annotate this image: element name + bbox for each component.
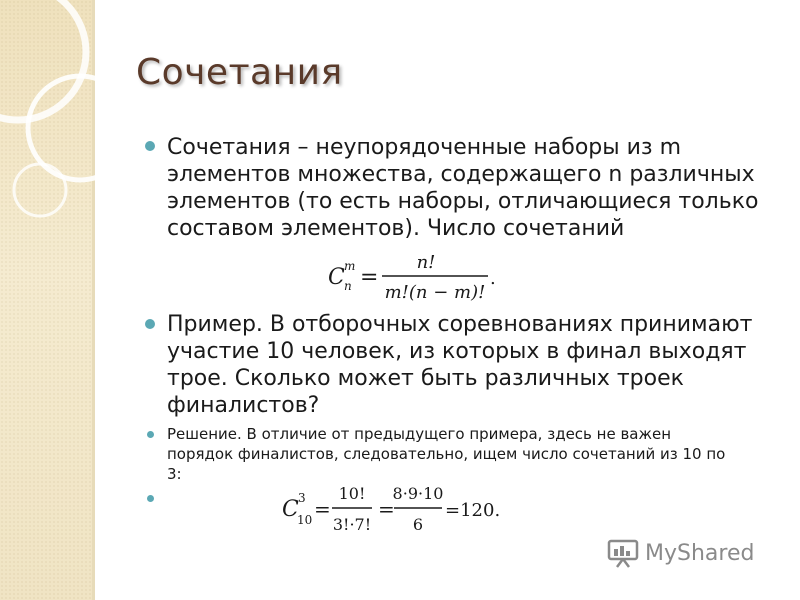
formula2-symbol-c: C (282, 497, 299, 522)
text-line: элементов множества, содержащего n различных (167, 162, 755, 187)
text-line: финалистов? (167, 393, 320, 418)
myshared-watermark (607, 538, 754, 568)
bullet-dot-3 (147, 431, 154, 438)
text-line: участие 10 человек, из которых в финал выходят (167, 339, 747, 364)
calculation-formula (280, 474, 500, 546)
combination-formula (326, 246, 506, 308)
decorative-rings (0, 0, 160, 260)
formula2-frac1-numerator: 10! (338, 484, 366, 503)
formula-denominator: m!(n − m)! (384, 282, 486, 303)
text-line: 3: (167, 465, 182, 483)
formula-symbol-c: C (328, 265, 345, 290)
formula2-frac2-numerator: 8·9·10 (392, 484, 444, 503)
formula-period: . (490, 268, 496, 289)
ring-large (0, 0, 86, 120)
presentation-icon (607, 538, 641, 568)
formula2-sup: 3 (298, 491, 306, 505)
formula-sup-m: m (344, 259, 356, 273)
bullet-text-example (167, 311, 752, 419)
bullet-text-definition (167, 134, 758, 242)
slide-title: Сочетания (136, 52, 343, 93)
formula-equals: = (360, 265, 379, 290)
text-line: трое. Сколько может быть различных троек (167, 366, 684, 391)
text-line: Сочетания – неупорядоченные наборы из m (167, 135, 682, 160)
text-line: составом элементов). Число сочетаний (167, 216, 625, 241)
text-line: Пример. В отборочных соревнованиях принимают (167, 312, 753, 337)
formula2-result: =120. (445, 500, 500, 521)
formula2-sub: 10 (297, 513, 313, 527)
ring-small (14, 164, 66, 216)
formula2-equals-1: = (314, 497, 331, 521)
bullet-dot-2 (145, 319, 155, 329)
text-line: порядок финалистов, следовательно, ищем число сочетаний из 10 по (167, 445, 726, 463)
formula2-equals-2: = (378, 497, 395, 521)
text-line: Решение. В отличие от предыдущего примера, здесь не важен (167, 425, 672, 443)
formula2-frac2-denominator: 6 (412, 515, 424, 534)
formula-sub-n: n (344, 279, 352, 293)
text-line: элементов (то есть наборы, отличающиеся только (167, 189, 759, 214)
formula-numerator: n! (416, 252, 436, 273)
bullet-dot-1 (145, 141, 155, 151)
watermark-text: MyShared (645, 540, 755, 566)
formula2-frac1-denominator: 3!·7! (332, 515, 372, 534)
bullet-dot-4 (147, 495, 154, 502)
